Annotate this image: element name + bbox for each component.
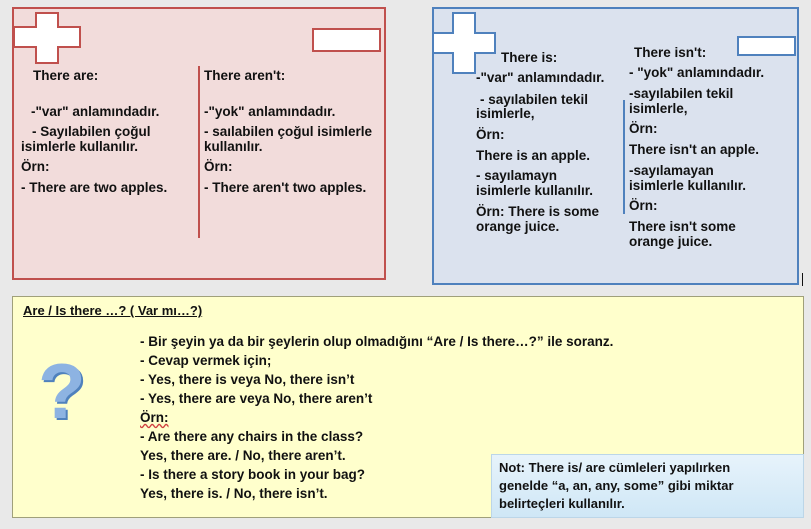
plus-icon xyxy=(13,12,81,64)
plus-icon xyxy=(432,12,496,74)
example-question: - Are there any chairs in the class? xyxy=(140,429,364,444)
rule-line: - Bir şeyin ya da bir şeylerin olup olmadığını “Are / Is there…?” ile soranz. xyxy=(140,334,614,349)
usage-text: isimlerle kullanılır. xyxy=(629,178,747,193)
example-answer: Yes, there are. / No, there aren’t. xyxy=(140,448,346,463)
example-text: There isn't an apple. xyxy=(629,142,759,157)
example-text: There isn't some xyxy=(629,219,736,234)
text-cursor xyxy=(802,273,803,286)
meaning-text: -"var" anlamındadır. xyxy=(31,104,160,119)
label-placeholder xyxy=(312,28,381,52)
usage-text: isimlerle kullanılır. xyxy=(476,183,594,198)
example-text: - There aren't two apples. xyxy=(204,180,367,195)
example-text: orange juice. xyxy=(476,219,560,234)
example-question: - Is there a story book in your bag? xyxy=(140,467,366,482)
example-label: Örn: xyxy=(204,159,233,174)
meaning-text: -"yok" anlamındadır. xyxy=(204,104,336,119)
usage-text: -sayılabilen tekil xyxy=(629,86,734,101)
example-label: Örn: xyxy=(629,198,658,213)
section-title: Are / Is there …? ( Var mı…?) xyxy=(23,303,203,318)
usage-text: - sayılabilen tekil xyxy=(480,92,589,107)
example-label: Örn: xyxy=(21,159,50,174)
usage-text: - sayılamayn xyxy=(476,168,558,183)
usage-text: - saılabilen çoğul isimlerle xyxy=(204,124,373,139)
example-answer: Yes, there is. / No, there isn’t. xyxy=(140,486,328,501)
example-text: orange juice. xyxy=(629,234,713,249)
note-text: genelde “a, an, any, some” gibi miktar xyxy=(499,478,734,493)
heading-there-are: There are: xyxy=(33,68,99,83)
label-placeholder xyxy=(737,36,796,56)
usage-text: kullanılır. xyxy=(204,139,263,154)
example-text: Örn: There is some xyxy=(476,204,600,219)
meaning-text: - "yok" anlamındadır. xyxy=(629,65,765,80)
column-divider xyxy=(623,100,625,214)
note-text: belirteçleri kullanılır. xyxy=(499,496,625,511)
usage-text: isimlerle, xyxy=(629,101,688,116)
example-text: There is an apple. xyxy=(476,148,591,163)
usage-text: - Sayılabilen çoğul xyxy=(32,124,151,139)
example-label: Örn: xyxy=(629,121,658,136)
heading-there-isnt: There isn't: xyxy=(634,45,707,60)
rule-line: - Yes, there are veya No, there aren’t xyxy=(140,391,373,406)
meaning-text: -"var" anlamındadır. xyxy=(476,70,605,85)
rule-line: - Yes, there is veya No, there isn’t xyxy=(140,372,355,387)
example-text: - There are two apples. xyxy=(21,180,168,195)
usage-text: isimlerle kullanılır. xyxy=(21,139,139,154)
example-label: Örn: xyxy=(476,127,505,142)
example-label: Örn: xyxy=(140,410,169,425)
question-mark-icon: ? xyxy=(38,347,86,435)
column-divider xyxy=(198,66,200,238)
heading-there-is: There is: xyxy=(501,50,558,65)
rule-line: - Cevap vermek için; xyxy=(140,353,272,368)
note-text: Not: There is/ are cümleleri yapılırken xyxy=(499,460,731,475)
heading-there-arent: There aren't: xyxy=(204,68,286,83)
usage-text: -sayılamayan xyxy=(629,163,714,178)
usage-text: isimlerle, xyxy=(476,106,535,121)
